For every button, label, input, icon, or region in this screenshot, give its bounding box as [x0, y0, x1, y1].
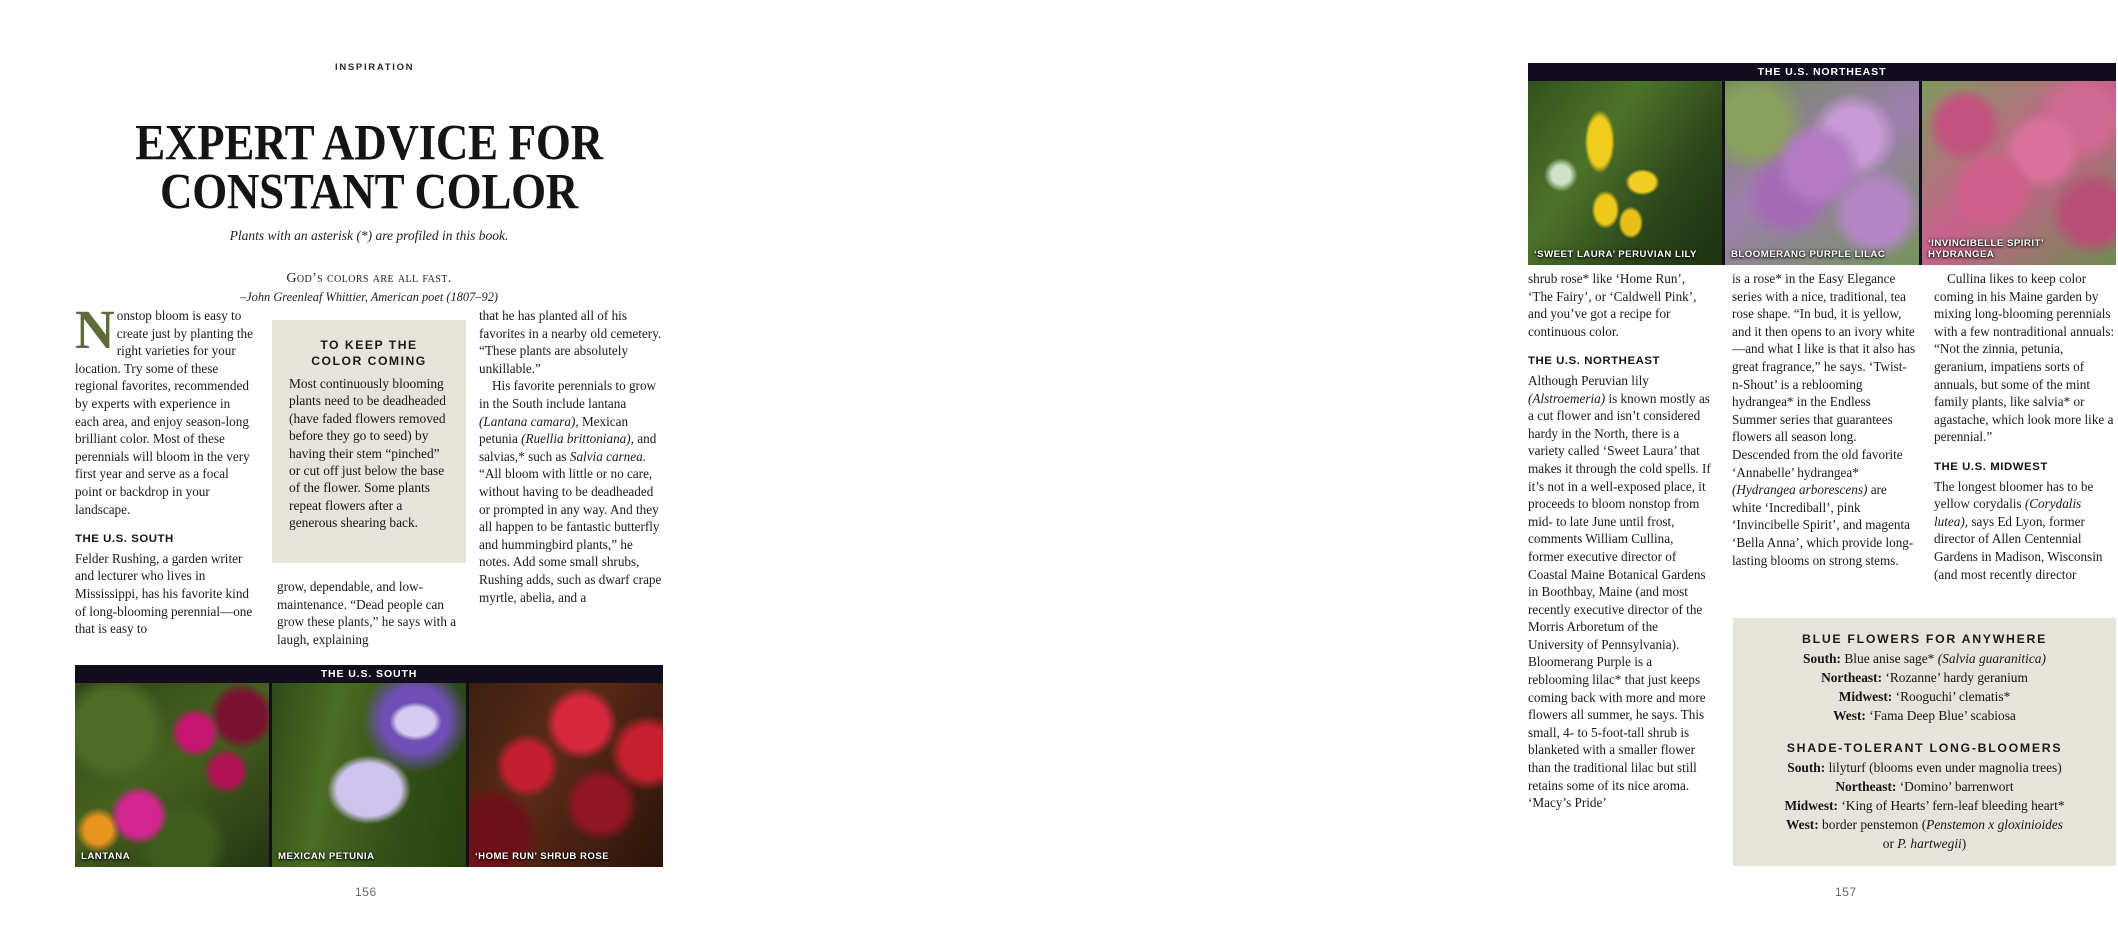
c3-p2-post: “All bloom with little or no care, without having to be deadheaded or prompted in any way. And they all happen to be fantastic butterfly and hummingbird plants,” he notes. Add some small shrubs, Rushing adds, such as dwarf crape myrtle, abelia, and a: [479, 466, 662, 605]
r-c2-sci: (Hydrangea arborescens): [1732, 482, 1868, 498]
running-head: INSPIRATION: [335, 62, 415, 73]
lantana-photo: [75, 683, 269, 867]
sidebar-title-line-2: COLOR COMING: [311, 354, 427, 368]
r-c3-p2-sci: (Corydalis lutea),: [1934, 496, 2082, 529]
subhead-us-south: THE U.S. SOUTH: [75, 533, 174, 546]
list-region: South:: [1787, 760, 1826, 775]
photo-strip-us-northeast: [1528, 63, 2116, 265]
list-sci: P. hartwegii: [1897, 836, 1962, 851]
list-plain: lilyturf (blooms even under magnolia trees): [1825, 760, 2062, 775]
r-c1-paragraph-1: shrub rose* like ‘Home Run’, ‘The Fairy’, or ‘Caldwell Pink’, and you’ve got a recipe for continuous color.: [1528, 271, 1697, 339]
right-column-1: [1528, 270, 1712, 812]
list-region: Northeast:: [1821, 670, 1883, 685]
list-sci: (Salvia guaranitica): [1937, 651, 2046, 666]
sidebar-to-keep-the-color-coming: [272, 320, 466, 563]
left-column-2-continuation: [277, 578, 461, 648]
list-region: South:: [1803, 651, 1842, 666]
list-region: West:: [1785, 817, 1819, 832]
list-plain: Blue anise sage*: [1841, 651, 1938, 666]
r-c3-paragraph-2: [1934, 478, 2118, 584]
bloomerang-purple-lilac-photo: [1725, 81, 1919, 265]
r-c2-pre: is a rose* in the Easy Elegance series with a nice, traditional, tea rose shape. “In bud, it is yellow, and it then opens to an ivory white—and what I like is that it also has great fragrance,” he says. ‘Twist-n-Shout’ is a reblooming hydrangea* in the Endless Summer series that guarantees flowers all season long. Descended from the old favorite ‘Annabelle’ hydrangea*: [1732, 271, 1916, 480]
list-plain: border penstemon (: [1818, 817, 1927, 832]
page-title-line-2: CONSTANT COLOR: [160, 164, 578, 221]
r-c2-post: are white ‘Incrediball’, pink ‘Invincibelle Spirit’, and magenta ‘Bella Anna’, which provide long-lasting blooms on strong stems.: [1732, 482, 1914, 568]
r-c3-p2-pre: The longest bloomer has to be yellow corydalis: [1934, 478, 2094, 512]
subhead-us-midwest: THE U.S. MIDWEST: [1934, 460, 2048, 473]
title-block: [75, 114, 663, 305]
list-region: Midwest:: [1784, 798, 1838, 813]
list-row: [1747, 649, 2102, 668]
photo-label: ‘INVINCIBELLE SPIRIT’ HYDRANGEA: [1928, 238, 2044, 260]
list-region: Northeast:: [1835, 779, 1897, 794]
column-3-paragraph-1: that he has planted all of his favorites in a nearby old cemetery. “These plants are absolutely unkillable.”: [479, 308, 662, 376]
photo-label: ‘SWEET LAURA’ PERUVIAN LILY: [1534, 249, 1697, 260]
c3-p2-mid-1: Mexican petunia: [479, 413, 629, 447]
photo-strip-title: THE U.S. SOUTH: [75, 665, 663, 683]
sweet-laura-peruvian-lily-photo: [1528, 81, 1722, 265]
left-page: [0, 0, 723, 945]
list-row: [1747, 758, 2102, 777]
list-row: [1747, 834, 2102, 853]
r-c1-p2-pre: Although Peruvian lily: [1528, 372, 1649, 388]
column-3-paragraph-2: [479, 377, 663, 606]
photo-label: MEXICAN PETUNIA: [278, 851, 375, 862]
sidebar-title-line-1: TO KEEP THE: [320, 338, 418, 352]
photo-strip-images: [1528, 81, 2116, 265]
right-page: [723, 0, 2115, 945]
list-region: West:: [1833, 708, 1866, 723]
r-c1-p2-sci: (Alstroemeria): [1528, 390, 1606, 406]
c3-p2-sci-2: (Ruellia brittoniana),: [521, 431, 634, 447]
list-sci: Penstemon x gloxinioides: [1926, 817, 2064, 832]
page-title-line-1: EXPERT ADVICE FOR: [135, 114, 603, 171]
sidebar-title: [289, 337, 449, 369]
list-row: [1747, 706, 2102, 725]
list-row: [1747, 777, 2102, 796]
left-column-3: [479, 307, 663, 606]
page-number-left: 156: [355, 885, 377, 899]
page-number-right: 157: [1835, 885, 1857, 899]
right-column-2: [1732, 270, 1916, 569]
c3-p2-sci-3: Salvia carnea.: [569, 448, 647, 464]
r-c2-paragraph: [1732, 270, 1916, 569]
list-row: [1747, 687, 2102, 706]
epigraph-attribution: –John Greenleaf Whittier, American poet (1807–92): [239, 290, 499, 305]
list-plain: ‘Rooguchi’ clematis*: [1892, 689, 2011, 704]
list-plain: ‘Domino’ barrenwort: [1896, 779, 2014, 794]
r-c3-paragraph-1: Cullina likes to keep color coming in his Maine garden by mixing long-blooming perennials with a few nontraditional annuals: “Not the zinnia, petunia, geranium, impatiens sorts of annuals, but some of the mint family plants, like salvia* or agastache, which look more like a perennial.”: [1934, 271, 2115, 445]
list-row: [1747, 668, 2102, 687]
lists-box: [1733, 618, 2116, 866]
drop-cap: N: [75, 299, 115, 360]
list-row: [1747, 815, 2102, 834]
c3-p2-mid-2: and salvias,* such as: [479, 431, 657, 464]
subhead-us-northeast: THE U.S. NORTHEAST: [1528, 355, 1661, 368]
invincibelle-spirit-hydrangea-photo: [1922, 81, 2116, 265]
r-c1-p2-post: is known mostly as a cut flower and isn’t considered hardy in the North, there is a variety called ‘Sweet Laura’ that makes it through the cold spells. If it’s not in a well-exposed place, it proceeds to bloom nonstop from mid- to late June until frost, comments William Cullina, former executive director of Coastal Maine Botanical Gardens in Boothbay, Maine (and most recently executive director of the Morris Arboretum of the University of Pennsylvania). Bloomerang Purple is a reblooming lilac* that just keeps coming back with more and more flowers all summer, he says. This small, 4- to 5-foot-tall shrub is blanketed with a smaller flower than the traditional lilac but still retains some of its nice aroma. ‘Macy’s Pride’: [1528, 390, 1711, 811]
lists-title-shade-tolerant: SHADE-TOLERANT LONG-BLOOMERS: [1786, 741, 2063, 755]
c3-p2-sci-1: (Lantana camara),: [479, 413, 579, 429]
photo-label: ‘HOME RUN’ SHRUB ROSE: [475, 851, 610, 862]
sidebar-body: Most continuously blooming plants need to be deadheaded (have faded flowers removed before they go to seed) by having their stem “pinched” or cut off just below the base of the flower. Some plants repeat flowers after a generous shearing back.: [289, 376, 446, 531]
r-c3-p2-post: says Ed Lyon, former director of Allen Centennial Gardens in Madison, Wisconsin (and most recently director: [1934, 513, 2103, 582]
r-c1-paragraph-2: [1528, 372, 1712, 812]
list-row: [1747, 796, 2102, 815]
photo-label: LANTANA: [81, 851, 131, 862]
intro-text: onstop bloom is easy to create just by planting the right varieties for your location. Try some of these regional favorites, recommended by experts with experience in each area, and enjoy season-long brilliant color. Most of these perennials will bloom in the very first year and serve as a focal point or backdrop in your landscape.: [75, 308, 253, 517]
photo-strip-title: THE U.S. NORTHEAST: [1528, 63, 2116, 81]
photo-strip-us-south: [75, 665, 663, 867]
photo-label: BLOOMERANG PURPLE LILAC: [1731, 249, 1886, 260]
left-column-1: [75, 299, 257, 638]
list-plain: or: [1882, 836, 1898, 851]
lists-title-blue-flowers: BLUE FLOWERS FOR ANYWHERE: [1802, 632, 2047, 646]
epigraph-quote: God’s colors are all fast.: [286, 271, 452, 287]
list-region: Midwest:: [1838, 689, 1893, 704]
page-title: [75, 114, 663, 221]
list-tail: ): [1961, 836, 1967, 851]
list-plain: ‘Fama Deep Blue’ scabiosa: [1865, 708, 2016, 723]
column-2-text: grow, dependable, and low-maintenance. “Dead people can grow these plants,” he says with a laugh, explaining: [277, 579, 457, 647]
right-column-3: [1934, 270, 2118, 583]
mexican-petunia-photo: [272, 683, 466, 867]
home-run-shrub-rose-photo: [469, 683, 663, 867]
list-plain: ‘King of Hearts’ fern-leaf bleeding heart*: [1838, 798, 2065, 813]
page-deck: Plants with an asterisk (*) are profiled in this book.: [229, 228, 509, 244]
photo-strip-images: [75, 683, 663, 867]
list-plain: ‘Rozanne’ hardy geranium: [1882, 670, 2028, 685]
c3-p2-pre: His favorite perennials to grow in the South include lantana: [479, 378, 657, 411]
epigraph: [75, 270, 663, 305]
us-south-paragraph: Felder Rushing, a garden writer and lecturer who lives in Mississippi, has his favorite kind of long-blooming perennial—one that is easy to: [75, 550, 253, 637]
intro-paragraph: [75, 299, 257, 518]
